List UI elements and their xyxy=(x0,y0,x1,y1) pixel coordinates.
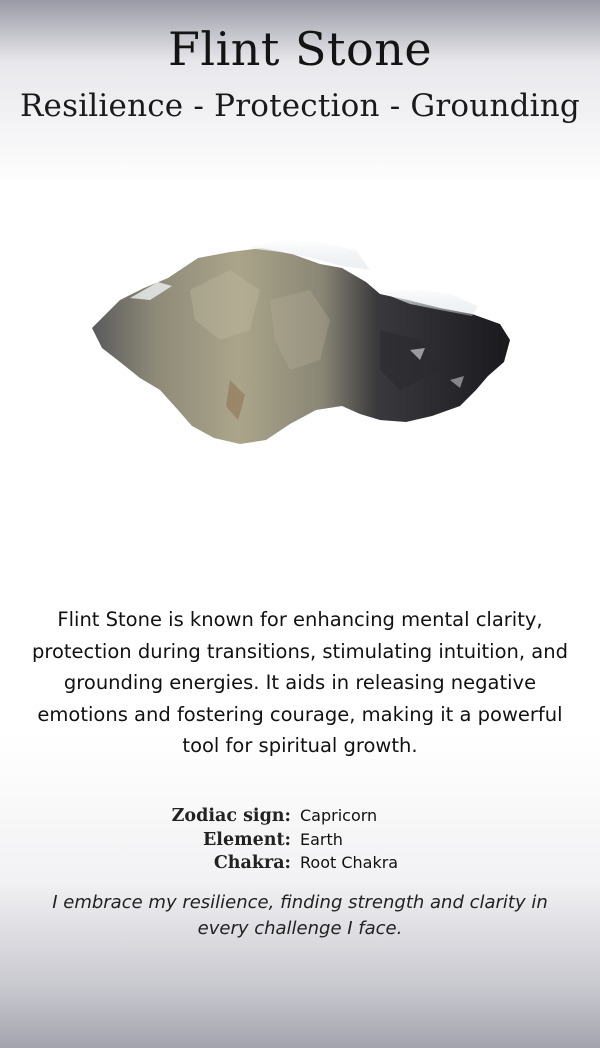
flint-stone-image xyxy=(80,230,520,460)
property-zodiac xyxy=(100,806,500,830)
property-label: Element: xyxy=(202,829,291,850)
affirmation-text: I embrace my resilience, finding strength and clarity in every challenge I face. xyxy=(52,892,548,939)
property-value: Root Chakra xyxy=(300,853,399,872)
property-value: Earth xyxy=(300,829,343,849)
stone-subtitle: Resilience - Protection - Grounding xyxy=(20,88,580,124)
stone-description: Flint Stone is known for enhancing mental clarity, protection during transitions, stimulating intuition, and grounding energies. It aids in releasing negative emotions and fostering courage, making it a powerful tool for spiritual growth. xyxy=(32,608,568,757)
property-element xyxy=(100,830,500,854)
stone-title: Flint Stone xyxy=(167,22,433,76)
stone-properties xyxy=(100,806,500,877)
property-label: Zodiac sign: xyxy=(171,806,291,826)
property-chakra xyxy=(100,853,500,877)
property-label: Chakra: xyxy=(213,853,291,873)
property-value: Capricorn xyxy=(300,806,378,825)
